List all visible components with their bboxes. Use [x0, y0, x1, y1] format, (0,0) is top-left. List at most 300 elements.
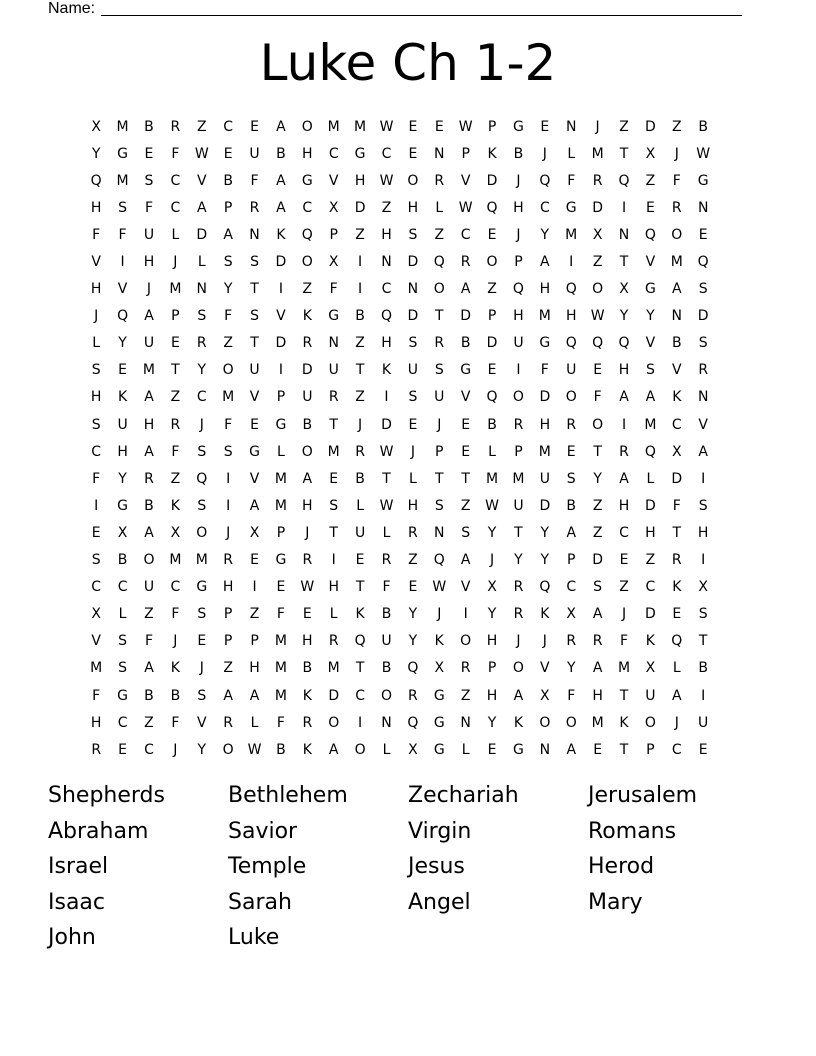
grid-letter: U	[566, 362, 577, 379]
grid-letter: W	[247, 741, 262, 758]
grid-letter: X	[117, 524, 128, 541]
grid-letter: Z	[460, 497, 471, 514]
grid-letter: F	[540, 362, 549, 379]
word-list-item: Bethlehem	[228, 783, 348, 808]
grid-letter: Q	[644, 443, 656, 460]
grid-letter: S	[645, 362, 655, 379]
grid-letter: J	[516, 226, 521, 243]
grid-letter: O	[301, 118, 313, 135]
grid-letter: H	[117, 443, 128, 460]
grid-letter: N	[671, 308, 683, 325]
grid-letter: R	[328, 633, 339, 650]
grid-letter: J	[542, 145, 547, 162]
grid-letter: S	[118, 633, 128, 650]
grid-letter: M	[512, 470, 525, 487]
grid-letter: Q	[697, 254, 709, 271]
grid-letter: Q	[644, 226, 656, 243]
grid-letter: Z	[223, 335, 233, 352]
grid-letter: P	[223, 606, 233, 623]
grid-letter: E	[408, 579, 418, 596]
grid-letter: L	[672, 660, 681, 677]
grid-letter: E	[250, 118, 259, 135]
grid-letter: I	[278, 362, 283, 379]
grid-letter: G	[460, 362, 472, 379]
grid-letter: Y	[197, 362, 207, 379]
grid-letter: I	[701, 552, 706, 569]
grid-letter: E	[593, 362, 603, 379]
grid-letter: E	[619, 552, 629, 569]
grid-letter: N	[697, 199, 709, 216]
grid-letter: R	[513, 416, 524, 433]
grid-letter: E	[170, 335, 180, 352]
grid-letter: X	[91, 606, 101, 623]
grid-letter: R	[434, 172, 445, 189]
grid-letter: Q	[90, 172, 102, 189]
grid-letter: F	[382, 579, 391, 596]
grid-letter: O	[354, 741, 366, 758]
grid-row	[83, 709, 743, 736]
grid-letter: M	[617, 660, 631, 677]
grid-letter: C	[460, 226, 471, 243]
grid-letter: N	[434, 145, 445, 162]
grid-row	[83, 276, 743, 303]
grid-letter: G	[433, 741, 445, 758]
grid-letter: Y	[593, 470, 602, 487]
grid-letter: T	[672, 524, 682, 541]
grid-letter: Q	[380, 308, 392, 325]
grid-letter: V	[672, 362, 682, 379]
grid-letter: G	[513, 741, 524, 758]
grid-letter: O	[565, 389, 577, 406]
grid-row	[83, 601, 743, 628]
grid-letter: E	[434, 118, 444, 135]
grid-letter: S	[698, 497, 708, 514]
grid-letter: I	[120, 254, 125, 271]
grid-letter: L	[277, 443, 285, 460]
grid-row	[83, 140, 743, 167]
grid-letter: Y	[118, 335, 127, 352]
grid-letter: T	[329, 416, 338, 433]
grid-letter: P	[646, 741, 655, 758]
grid-letter: N	[618, 226, 630, 243]
grid-letter: N	[328, 335, 339, 352]
grid-row	[83, 167, 743, 194]
grid-letter: T	[461, 470, 470, 487]
grid-letter: U	[381, 633, 392, 650]
grid-letter: Z	[619, 118, 629, 135]
grid-letter: I	[358, 714, 363, 731]
grid-letter: U	[143, 226, 155, 243]
grid-letter: F	[171, 443, 180, 460]
grid-letter: P	[461, 145, 470, 162]
grid-letter: Z	[434, 226, 445, 243]
grid-row	[83, 303, 743, 330]
grid-letter: S	[434, 362, 444, 379]
grid-letter: V	[276, 308, 286, 325]
grid-letter: K	[487, 145, 497, 162]
grid-letter: X	[91, 118, 101, 135]
grid-letter: D	[354, 199, 366, 216]
grid-letter: F	[593, 389, 602, 406]
grid-letter: S	[223, 443, 233, 460]
grid-letter: Y	[566, 660, 576, 677]
grid-letter: Q	[486, 199, 498, 216]
grid-letter: V	[540, 660, 550, 677]
grid-letter: E	[408, 416, 418, 433]
grid-letter: Y	[487, 606, 497, 623]
grid-letter: P	[514, 443, 523, 460]
grid-letter: P	[223, 199, 233, 216]
grid-letter: K	[117, 389, 128, 406]
grid-letter: S	[698, 281, 708, 298]
grid-row	[83, 411, 743, 438]
grid-letter: F	[567, 687, 576, 704]
grid-letter: Y	[540, 226, 550, 243]
grid-letter: G	[249, 443, 260, 460]
grid-letter: R	[328, 389, 339, 406]
grid-letter: R	[302, 714, 313, 731]
grid-letter: B	[276, 741, 286, 758]
word-list-item: Jerusalem	[588, 783, 698, 808]
grid-letter: X	[698, 579, 708, 596]
grid-letter: P	[329, 226, 338, 243]
grid-letter: E	[487, 362, 497, 379]
grid-letter: G	[275, 552, 287, 569]
grid-letter: V	[460, 579, 471, 596]
grid-letter: G	[433, 714, 445, 731]
grid-letter: Z	[249, 606, 260, 623]
grid-letter: C	[302, 199, 313, 216]
grid-letter: Y	[197, 741, 207, 758]
grid-letter: Q	[565, 335, 577, 352]
grid-letter: O	[380, 687, 392, 704]
grid-letter: R	[434, 335, 445, 352]
grid-letter: D	[196, 226, 208, 243]
grid-letter: F	[250, 172, 259, 189]
grid-letter: Z	[355, 226, 365, 243]
grid-letter: I	[226, 470, 231, 487]
grid-letter: D	[645, 606, 656, 623]
grid-letter: E	[223, 145, 233, 162]
grid-letter: S	[250, 308, 259, 325]
grid-letter: X	[328, 199, 339, 216]
grid-letter: R	[302, 552, 313, 569]
grid-letter: D	[328, 687, 340, 704]
grid-letter: W	[485, 497, 499, 514]
grid-letter: M	[116, 172, 129, 189]
grid-letter: T	[250, 281, 259, 298]
grid-letter: N	[196, 281, 207, 298]
grid-letter: N	[460, 714, 471, 731]
grid-letter: E	[540, 118, 550, 135]
grid-letter: F	[171, 714, 180, 731]
grid-row	[83, 357, 743, 384]
grid-letter: W	[432, 579, 447, 596]
grid-letter: E	[487, 226, 497, 243]
grid-letter: D	[592, 552, 603, 569]
grid-letter: X	[249, 524, 260, 541]
grid-letter: A	[276, 199, 286, 216]
grid-letter: E	[645, 199, 655, 216]
word-list-item: Savior	[228, 818, 298, 844]
grid-letter: N	[249, 226, 260, 243]
grid-letter: Z	[170, 389, 181, 406]
grid-letter: R	[671, 199, 682, 216]
grid-letter: S	[197, 606, 207, 623]
grid-row	[83, 736, 743, 763]
grid-letter: A	[672, 281, 682, 298]
grid-letter: R	[408, 687, 418, 704]
grid-letter: P	[276, 389, 286, 406]
grid-letter: Z	[592, 497, 603, 514]
grid-letter: A	[276, 118, 286, 135]
grid-letter: S	[144, 172, 154, 189]
grid-letter: Z	[645, 172, 656, 189]
grid-letter: E	[698, 226, 708, 243]
grid-letter: Z	[355, 335, 365, 352]
grid-letter: R	[566, 633, 577, 650]
grid-letter: I	[701, 470, 706, 487]
grid-letter: D	[697, 308, 709, 325]
grid-row	[83, 330, 743, 357]
grid-letter: O	[512, 660, 524, 677]
grid-letter: Z	[408, 552, 418, 569]
grid-letter: H	[618, 497, 630, 514]
grid-letter: C	[91, 443, 102, 460]
grid-letter: T	[514, 524, 523, 541]
grid-letter: I	[94, 497, 99, 514]
grid-letter: U	[302, 389, 313, 406]
grid-letter: C	[619, 524, 629, 541]
grid-letter: Z	[170, 470, 181, 487]
grid-letter: M	[538, 308, 551, 325]
grid-letter: E	[355, 552, 365, 569]
grid-letter: W	[379, 443, 394, 460]
grid-letter: G	[328, 308, 340, 325]
grid-letter: A	[592, 606, 603, 623]
grid-letter: R	[513, 579, 524, 596]
grid-letter: I	[516, 362, 521, 379]
grid-letter: C	[539, 199, 550, 216]
grid-letter: M	[354, 118, 367, 135]
grid-letter: H	[302, 145, 313, 162]
grid-letter: M	[274, 497, 287, 514]
grid-letter: O	[143, 552, 155, 569]
name-underline	[101, 15, 742, 16]
grid-letter: O	[222, 362, 234, 379]
grid-letter: H	[354, 172, 366, 189]
grid-letter: L	[461, 741, 470, 758]
grid-letter: M	[327, 660, 340, 677]
grid-letter: D	[645, 118, 656, 135]
grid-letter: F	[92, 226, 101, 243]
grid-letter: B	[144, 118, 154, 135]
grid-letter: Z	[592, 254, 603, 271]
grid-letter: R	[619, 443, 629, 460]
word-list	[48, 778, 768, 956]
word-list-item: Mary	[588, 889, 643, 915]
grid-letter: T	[382, 470, 391, 487]
grid-letter: H	[407, 497, 419, 514]
grid-letter: K	[302, 741, 312, 758]
grid-letter: X	[566, 606, 577, 623]
grid-letter: S	[566, 470, 576, 487]
grid-letter: K	[302, 308, 312, 325]
grid-letter: E	[566, 443, 576, 460]
grid-letter: B	[566, 497, 577, 514]
grid-letter: O	[460, 633, 472, 650]
grid-letter: G	[565, 199, 577, 216]
grid-letter: K	[672, 389, 682, 406]
grid-letter: Z	[223, 660, 233, 677]
grid-letter: S	[461, 524, 471, 541]
grid-letter: L	[382, 741, 391, 758]
grid-row	[83, 547, 743, 574]
grid-letter: B	[487, 416, 497, 433]
grid-letter: F	[118, 226, 127, 243]
grid-letter: N	[381, 254, 392, 271]
grid-letter: M	[670, 254, 683, 271]
grid-letter: R	[302, 335, 313, 352]
grid-letter: Z	[487, 281, 497, 298]
grid-letter: I	[252, 579, 257, 596]
grid-letter: D	[407, 308, 419, 325]
grid-row	[83, 248, 743, 275]
grid-letter: N	[539, 741, 551, 758]
grid-letter: J	[358, 416, 363, 433]
grid-letter: W	[458, 199, 473, 216]
grid-letter: H	[90, 389, 102, 406]
grid-letter: M	[90, 660, 103, 677]
grid-letter: I	[463, 606, 468, 623]
word-list-item: Romans	[588, 818, 677, 844]
grid-letter: E	[250, 552, 259, 569]
name-label: Name:	[48, 0, 96, 17]
grid-letter: J	[516, 633, 521, 650]
grid-letter: P	[276, 524, 286, 541]
grid-letter: I	[621, 416, 627, 433]
grid-letter: M	[274, 687, 287, 704]
grid-letter: H	[618, 362, 630, 379]
grid-letter: M	[565, 226, 578, 243]
grid-letter: H	[90, 281, 102, 298]
grid-letter: P	[514, 254, 523, 271]
grid-letter: J	[516, 172, 521, 189]
grid-letter: K	[302, 687, 312, 704]
grid-letter: V	[460, 389, 471, 406]
grid-letter: T	[619, 741, 629, 758]
grid-letter: K	[540, 606, 550, 623]
word-list-item: Luke	[228, 925, 280, 951]
grid-letter: S	[197, 687, 207, 704]
grid-letter: B	[513, 145, 524, 162]
grid-letter: M	[327, 443, 340, 460]
grid-row	[83, 194, 743, 221]
grid-letter: J	[489, 552, 495, 569]
grid-letter: N	[434, 524, 445, 541]
grid-letter: U	[328, 362, 339, 379]
grid-letter: P	[250, 633, 259, 650]
grid-letter: T	[619, 687, 629, 704]
grid-letter: Q	[618, 335, 630, 352]
grid-letter: S	[118, 660, 128, 677]
letter-grid	[83, 113, 743, 763]
grid-letter: J	[674, 714, 679, 731]
grid-letter: A	[144, 524, 154, 541]
grid-letter: B	[698, 660, 708, 677]
grid-letter: G	[513, 118, 524, 135]
grid-letter: M	[274, 633, 287, 650]
grid-letter: R	[170, 118, 181, 135]
grid-letter: K	[645, 633, 655, 650]
grid-letter: E	[118, 741, 128, 758]
grid-letter: P	[567, 552, 576, 569]
grid-letter: Z	[460, 687, 471, 704]
grid-letter: D	[539, 497, 551, 514]
grid-letter: C	[223, 118, 234, 135]
grid-letter: T	[355, 579, 365, 596]
grid-letter: Z	[144, 606, 154, 623]
grid-letter: U	[434, 389, 445, 406]
grid-letter: O	[644, 714, 656, 731]
grid-letter: H	[381, 335, 392, 352]
grid-letter: R	[698, 362, 709, 379]
grid-letter: K	[170, 497, 180, 514]
grid-letter: U	[513, 335, 524, 352]
grid-letter: Y	[487, 714, 497, 731]
word-list-item: Temple	[228, 854, 307, 880]
grid-letter: U	[117, 416, 128, 433]
grid-letter: Y	[514, 552, 523, 569]
grid-letter: G	[117, 145, 129, 162]
grid-letter: Y	[646, 308, 655, 325]
grid-letter: F	[224, 416, 233, 433]
grid-letter: Q	[512, 281, 524, 298]
grid-letter: H	[645, 524, 656, 541]
grid-letter: M	[222, 389, 235, 406]
grid-letter: L	[382, 524, 391, 541]
grid-letter: B	[460, 335, 471, 352]
grid-letter: T	[434, 470, 444, 487]
grid-letter: S	[593, 579, 603, 596]
grid-letter: L	[329, 606, 338, 623]
grid-letter: S	[434, 497, 444, 514]
grid-letter: O	[407, 172, 419, 189]
grid-letter: D	[486, 335, 498, 352]
grid-letter: T	[698, 633, 708, 650]
grid-letter: E	[250, 416, 259, 433]
grid-letter: I	[384, 389, 389, 406]
grid-letter: R	[566, 416, 577, 433]
grid-letter: K	[381, 362, 392, 379]
grid-letter: B	[117, 552, 128, 569]
grid-letter: L	[92, 335, 101, 352]
grid-letter: H	[249, 660, 260, 677]
grid-letter: T	[434, 308, 444, 325]
grid-letter: V	[460, 172, 471, 189]
grid-letter: U	[249, 145, 260, 162]
grid-row	[83, 519, 743, 546]
grid-letter: A	[540, 254, 550, 271]
grid-letter: V	[249, 389, 260, 406]
grid-letter: W	[379, 172, 394, 189]
grid-row	[83, 655, 743, 682]
grid-letter: O	[592, 416, 604, 433]
grid-row	[83, 438, 743, 465]
grid-letter: E	[118, 362, 128, 379]
grid-letter: C	[91, 579, 102, 596]
grid-letter: F	[276, 714, 285, 731]
